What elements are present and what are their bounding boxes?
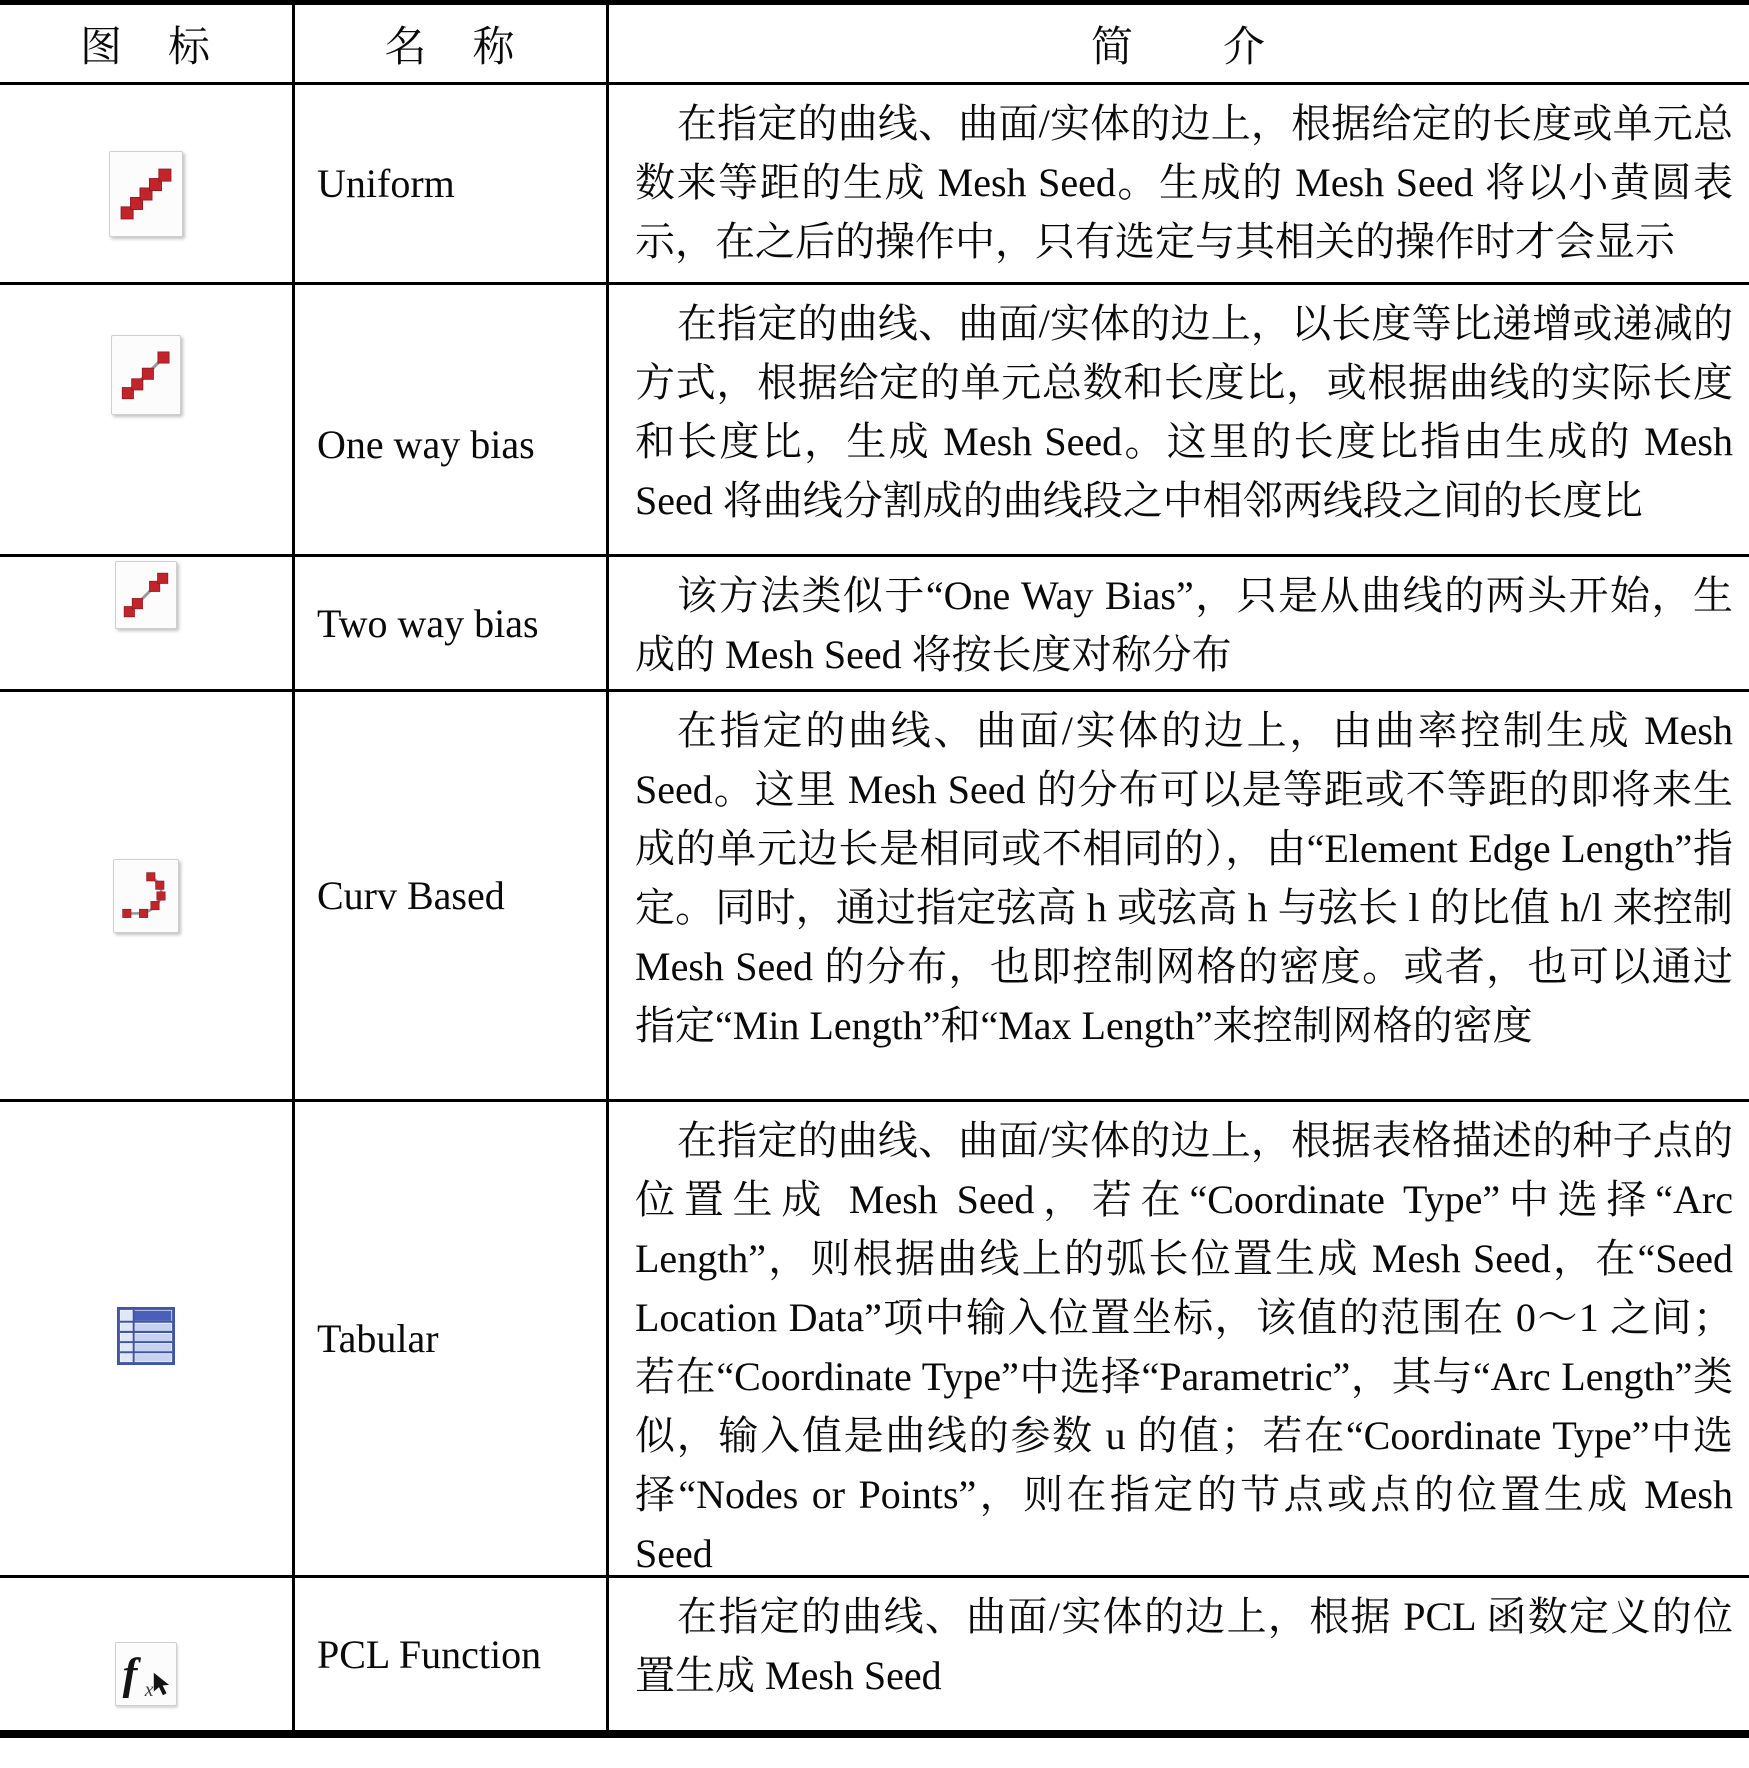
header-name-column: 名 称 [384, 24, 517, 71]
method-name: Uniform [317, 161, 455, 206]
two-way-bias-icon [115, 561, 177, 629]
method-name: Two way bias [317, 600, 539, 646]
svg-text:f: f [122, 1649, 138, 1699]
tabular-icon [117, 1307, 175, 1370]
table-row [0, 557, 1749, 692]
method-description: 在指定的曲线、曲面/实体的边上，根据表格描述的种子点的位置生成 Mesh Seed，若在“Coordinate Type”中选择“Arc Length”，则根据曲线上的弧长位置生成 Mesh Seed，在“Seed Location Data”项中输入位置坐标，该值的范围在 0～1 之间；若在“Coordinate Type”中选择“Parametric”，其与“Arc Length”类似，输入值是曲线的参数 u 的值；若在“Coordinate Type”中选择“Nodes or Points”，则在指定的节点或点的位置生成 Mesh Seed [635, 1118, 1733, 1575]
method-name: Curv Based [317, 873, 505, 918]
table-row [0, 692, 1749, 1102]
method-description: 在指定的曲线、曲面/实体的边上，根据给定的长度或单元总数来等距的生成 Mesh Seed。生成的 Mesh Seed 将以小黄圆表示，在之后的操作中，只有选定与其相关的操作时才会显示 [635, 101, 1733, 264]
method-name: Tabular [317, 1316, 439, 1361]
table-row [0, 85, 1749, 285]
table-header-row [0, 5, 1749, 85]
method-description: 在指定的曲线、曲面/实体的边上，以长度等比递增或递减的方式，根据给定的单元总数和长度比，或根据曲线的实际长度和长度比，生成 Mesh Seed。这里的长度比指由生成的 Mesh Seed 将曲线分割成的曲线段之中相邻两线段之间的长度比 [635, 301, 1733, 523]
method-name: PCL Function [317, 1631, 542, 1677]
method-description: 在指定的曲线、曲面/实体的边上，根据 PCL 函数定义的位置生成 Mesh Seed [635, 1594, 1733, 1698]
one-way-bias-icon [111, 335, 181, 415]
uniform-icon [109, 151, 183, 237]
method-name: One way bias [317, 422, 535, 467]
method-description: 在指定的曲线、曲面/实体的边上，由曲率控制生成 Mesh Seed。这里 Mesh Seed 的分布可以是等距或不等距的即将来生成的单元边长是相同或不相同的），由“Element Edge Length”指定。同时，通过指定弦高 h 或弦高 h 与弦长 l 的比值 h/l 来控制 Mesh Seed 的分布，也即控制网格的密度。或者，也可以通过指定“Min Length”和“Max Length”来控制网格的密度 [635, 708, 1733, 1048]
header-desc-column: 简 介 [1090, 24, 1267, 71]
table-row [0, 1578, 1749, 1730]
svg-text:x: x [144, 1680, 154, 1700]
curv-based-icon [113, 859, 179, 933]
method-description: 该方法类似于“One Way Bias”，只是从曲线的两头开始，生成的 Mesh Seed 将按长度对称分布 [635, 573, 1733, 677]
pcl-function-icon [115, 1642, 177, 1706]
table-row [0, 1102, 1749, 1578]
table-row [0, 285, 1749, 557]
header-icon-column: 图 标 [79, 24, 212, 71]
